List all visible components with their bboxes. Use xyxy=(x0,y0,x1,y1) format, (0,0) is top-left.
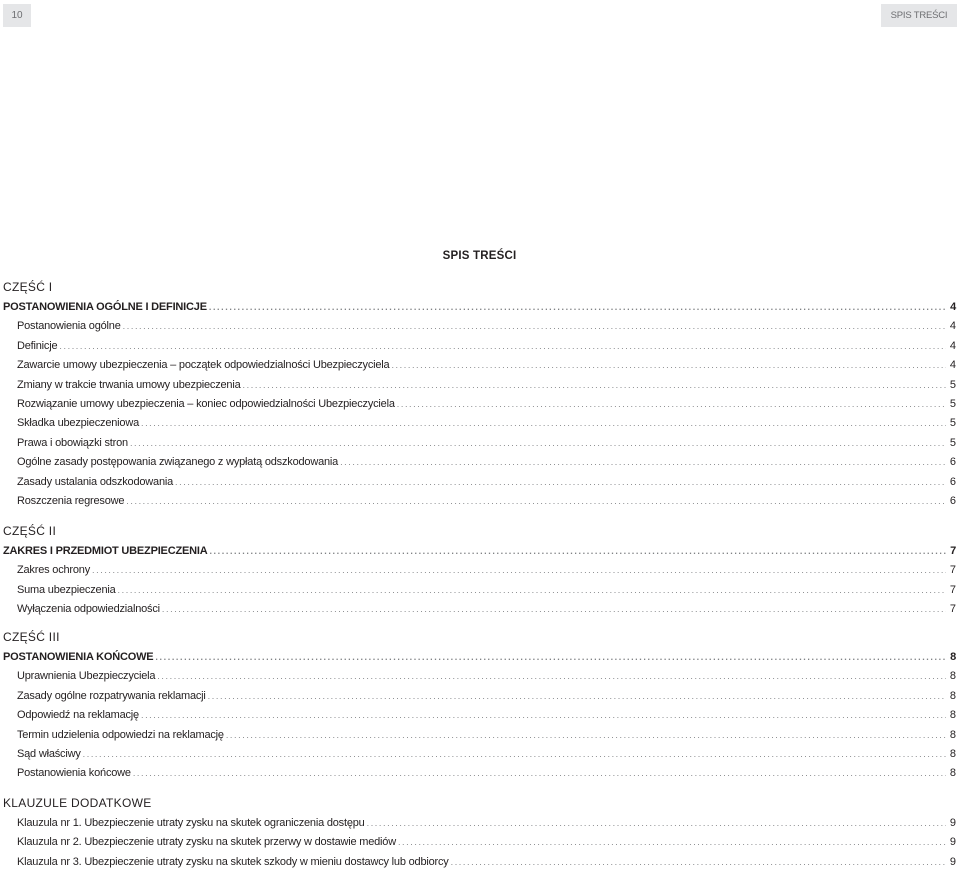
dot-leader xyxy=(397,397,946,411)
toc-entry[interactable] xyxy=(3,455,956,469)
part-label: CZĘŚĆ III xyxy=(3,630,60,644)
toc-entry-label: POSTANOWIENIA KOŃCOWE xyxy=(3,651,154,663)
toc-entry-page: 8 xyxy=(949,670,956,683)
section-label-badge xyxy=(881,4,957,27)
toc-entry-label: Postanowienia końcowe xyxy=(17,767,131,780)
toc-entry[interactable] xyxy=(3,747,956,761)
dot-leader xyxy=(208,689,946,703)
dot-leader xyxy=(155,650,946,664)
dot-leader xyxy=(59,339,946,353)
dot-leader xyxy=(209,300,946,314)
toc-section-heading[interactable] xyxy=(3,650,956,664)
dot-leader xyxy=(243,378,946,392)
toc-entry-label: Definicje xyxy=(17,339,58,352)
toc-entry[interactable] xyxy=(3,397,956,411)
toc-entry-page: 5 xyxy=(949,417,956,430)
toc-entry-label: Wyłączenia odpowiedzialności xyxy=(17,603,160,616)
dot-leader xyxy=(226,728,946,742)
part-label: CZĘŚĆ II xyxy=(3,524,57,538)
page-number-badge xyxy=(3,4,31,27)
toc-entry[interactable] xyxy=(3,475,956,489)
toc-entry-label: Klauzula nr 1. Ubezpieczenie utraty zysku na skutek ograniczenia dostępu xyxy=(17,817,365,829)
toc-entry-label: Zasady ogólne rozpatrywania reklamacji xyxy=(17,689,206,702)
toc-entry-label: Zakres ochrony xyxy=(17,564,91,577)
page-number: 10 xyxy=(11,10,23,21)
toc-section-heading[interactable] xyxy=(3,544,956,558)
toc-entry-label: Ogólne zasady postępowania związanego z wypłatą odszkodowania xyxy=(17,456,339,469)
toc-entry-page: 5 xyxy=(949,436,956,449)
part-label: KLAUZULE DODATKOWE xyxy=(3,796,152,810)
dot-leader xyxy=(141,416,946,430)
toc-entry-label: Postanowienia ogólne xyxy=(17,320,121,333)
toc-entry[interactable] xyxy=(3,378,956,392)
toc-entry-page: 6 xyxy=(949,475,956,488)
toc-entry[interactable] xyxy=(3,339,956,353)
part-label: CZĘŚĆ I xyxy=(3,280,53,294)
dot-leader xyxy=(398,835,946,849)
toc-entry-page: 8 xyxy=(949,728,956,741)
toc-entry-page: 8 xyxy=(949,767,956,780)
toc-entry[interactable] xyxy=(3,689,956,703)
toc-entry[interactable] xyxy=(3,494,956,508)
toc-entry[interactable] xyxy=(3,602,956,616)
toc-entry-page: 4 xyxy=(949,339,956,352)
page-title: SPIS TREŚCI xyxy=(442,250,517,262)
dot-leader xyxy=(367,816,946,830)
dot-leader xyxy=(391,358,946,372)
toc-entry-page: 5 xyxy=(949,398,956,410)
toc-entry[interactable] xyxy=(3,835,956,849)
toc-entry-label: Uprawnienia Ubezpieczyciela xyxy=(17,670,156,683)
toc-entry[interactable] xyxy=(3,708,956,722)
toc-entry-label: Roszczenia regresowe xyxy=(17,495,125,507)
dot-leader xyxy=(83,747,946,761)
dot-leader xyxy=(209,544,946,558)
toc-entry-page: 9 xyxy=(949,836,956,849)
toc-entry-label: Zawarcie umowy ubezpieczenia – początek odpowiedzialności Ubezpieczyciela xyxy=(17,359,390,372)
toc-entry-page: 4 xyxy=(949,359,956,372)
toc-entry-page: 4 xyxy=(949,320,956,333)
dot-leader xyxy=(126,494,946,508)
toc-entry-page: 8 xyxy=(949,748,956,760)
dot-leader xyxy=(130,436,946,450)
toc-entry[interactable] xyxy=(3,728,956,742)
toc-entry-page: 6 xyxy=(949,495,956,507)
toc-entry-label: Sąd właściwy xyxy=(17,748,81,760)
dot-leader xyxy=(118,583,946,597)
toc-entry-label: Termin udzielenia odpowiedzi na reklamację xyxy=(17,728,224,741)
toc-entry-page: 9 xyxy=(949,855,956,868)
toc-entry-label: Składka ubezpieczeniowa xyxy=(17,417,139,430)
toc-entry[interactable] xyxy=(3,436,956,450)
toc-entry-label: Rozwiązanie umowy ubezpieczenia – koniec odpowiedzialności Ubezpieczyciela xyxy=(17,398,395,410)
toc-entry[interactable] xyxy=(3,563,956,577)
toc-entry-page: 7 xyxy=(950,545,956,557)
toc-entry[interactable] xyxy=(3,855,956,869)
toc-entry[interactable] xyxy=(3,319,956,333)
toc-section-heading[interactable] xyxy=(3,300,956,314)
toc-entry-page: 8 xyxy=(950,651,956,663)
toc-entry[interactable] xyxy=(3,583,956,597)
dot-leader xyxy=(162,602,946,616)
toc-entry[interactable] xyxy=(3,358,956,372)
toc-entry-page: 7 xyxy=(949,603,956,616)
toc-entry-label: Prawa i obowiązki stron xyxy=(17,436,128,449)
toc-entry-page: 5 xyxy=(949,378,956,391)
toc-entry-page: 9 xyxy=(949,817,956,829)
toc-entry-label: Klauzula nr 3. Ubezpieczenie utraty zysku na skutek szkody w mieniu dostawcy lub odbiorcy xyxy=(17,855,449,868)
dot-leader xyxy=(141,708,946,722)
section-label: SPIS TREŚCI xyxy=(890,10,948,21)
toc-entry-label: ZAKRES I PRZEDMIOT UBEZPIECZENIA xyxy=(3,545,208,557)
dot-leader xyxy=(340,455,946,469)
dot-leader xyxy=(451,855,946,869)
toc-entry[interactable] xyxy=(3,766,956,780)
toc-entry-page: 8 xyxy=(949,709,956,722)
toc-entry-label: POSTANOWIENIA OGÓLNE I DEFINICJE xyxy=(3,301,207,313)
dot-leader xyxy=(123,319,946,333)
toc-entry-page: 4 xyxy=(950,301,956,313)
toc-entry-page: 8 xyxy=(949,689,956,702)
toc-entry-label: Suma ubezpieczenia xyxy=(17,583,116,596)
dot-leader xyxy=(157,669,946,683)
toc-entry-page: 7 xyxy=(949,583,956,596)
toc-entry-label: Odpowiedź na reklamację xyxy=(17,709,139,722)
toc-entry-label: Klauzula nr 2. Ubezpieczenie utraty zysku na skutek przerwy w dostawie mediów xyxy=(17,836,396,849)
toc-entry-label: Zmiany w trakcie trwania umowy ubezpieczenia xyxy=(17,378,241,391)
dot-leader xyxy=(92,563,946,577)
toc-entry[interactable] xyxy=(3,816,956,830)
toc-entry[interactable] xyxy=(3,416,956,430)
dot-leader xyxy=(175,475,946,489)
dot-leader xyxy=(133,766,946,780)
toc-entry-page: 6 xyxy=(949,456,956,469)
toc-entry-label: Zasady ustalania odszkodowania xyxy=(17,475,174,488)
toc-entry-page: 7 xyxy=(949,564,956,577)
toc-entry[interactable] xyxy=(3,669,956,683)
